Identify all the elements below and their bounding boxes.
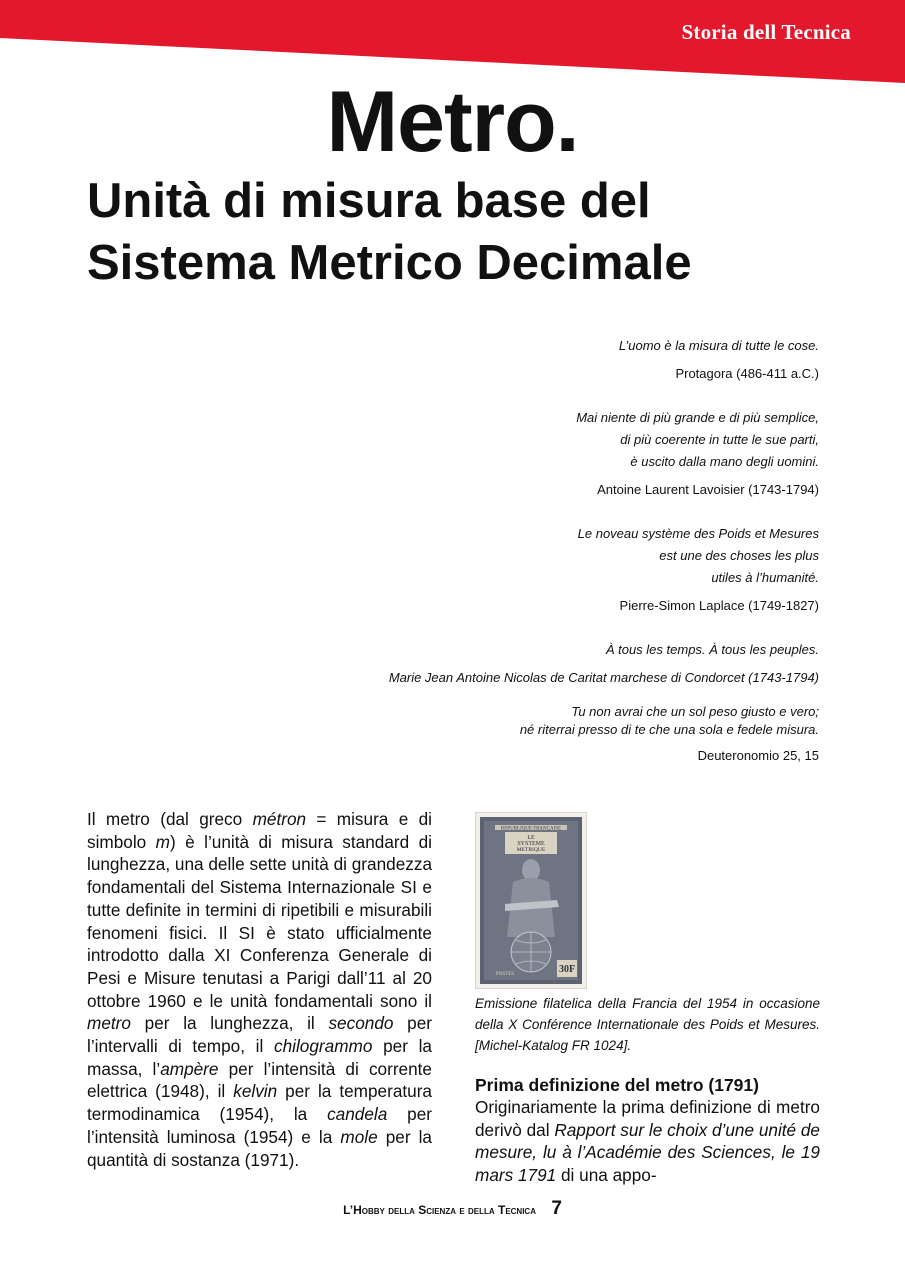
- body-column-left: [87, 808, 432, 1171]
- page-title: Metro.: [326, 74, 579, 170]
- quote-condorcet: À tous les temps. À tous les peuples.: [605, 642, 819, 657]
- svg-text:REPUBLIQUE FRANÇAISE: REPUBLIQUE FRANÇAISE: [500, 826, 562, 832]
- quote-author: Antoine Laurent Lavoisier (1743-1794): [597, 482, 819, 497]
- quote-author: Pierre-Simon Laplace (1749-1827): [619, 598, 819, 613]
- stamp-caption: Emissione filatelica della Francia del 1954 in occasione della X Conférence Internationale des Poids et Mesures. [Michel-Katalog FR 1024].: [475, 996, 820, 1053]
- svg-text:POSTES: POSTES: [495, 972, 515, 977]
- epigraph-quotes: [259, 335, 819, 764]
- body-paragraph: Originariamente la prima definizione di metro derivò dal Rapport sur le choix d’une unité de mesure, lu à l’Académie des Sciences, le 19 mars 1791 di una appo-: [475, 1097, 820, 1186]
- quote-author: Deuteronomio 25, 15: [697, 748, 819, 763]
- page-number: 7: [551, 1198, 562, 1219]
- svg-text:METRIQUE: METRIQUE: [516, 847, 546, 853]
- page-footer: [0, 1198, 905, 1220]
- quote-laplace: Le noveau système des Poids et Mesures est une des choses les plus utiles à l’humanité.: [577, 526, 819, 585]
- stamp-image: [475, 812, 587, 989]
- svg-text:LE: LE: [527, 835, 535, 841]
- section-heading: Prima definizione del metro (1791): [475, 1075, 759, 1095]
- body-column-right: [475, 1074, 820, 1187]
- section-label: Storia dell Tecnica: [681, 20, 851, 44]
- quote-author: Protagora (486-411 a.C.): [675, 366, 819, 381]
- quote-lavoisier: Mai niente di più grande e di più semplice, di più coerente in tutte le sue parti, è uscito dalla mano degli uomini.: [576, 410, 819, 469]
- quote-protagora: L’uomo è la misura di tutte le cose.: [618, 338, 819, 353]
- magazine-name: L’Hobby della Scienza e della Tecnica: [343, 1203, 536, 1217]
- svg-text:30F: 30F: [558, 964, 576, 975]
- quote-deuteronomio: Tu non avrai che un sol peso giusto e vero; né riterrai presso di te che una sola e fedele misura.: [519, 704, 819, 737]
- subtitle-line-2: Sistema Metrico Decimale: [87, 236, 692, 290]
- quote-author: Marie Jean Antoine Nicolas de Caritat marchese di Condorcet (1743-1794): [388, 670, 819, 685]
- subtitle-line-1: Unità di misura base del: [87, 174, 651, 228]
- body-paragraph: Il metro (dal greco métron = misura e di simbolo m) è l’unità di misura standard di lunghezza, una delle sette unità di grandezza fondamentali del Sistema Internazionale SI e tutte definite in termini di ripetibili e misurabili fenomeni fisici. Il SI è stato ufficialmente introdotto dalla XI Conferenza Generale di Pesi e Misure tenutasi a Parigi dall’11 al 20 ottobre 1960 e le unità fondamentali sono il metro per la lunghezza, il secondo per l’intervalli di tempo, il chilogrammo per la massa, l’ampère per l’intensità di corrente elettrica (1948), il kelvin per la temperatura termodinamica (1954), la candela per l’intensità luminosa (1954) e la mole per la quantità di sostanza (1971).: [87, 809, 433, 1170]
- svg-text:SYSTEME: SYSTEME: [517, 841, 545, 847]
- page-subtitle: [87, 170, 847, 294]
